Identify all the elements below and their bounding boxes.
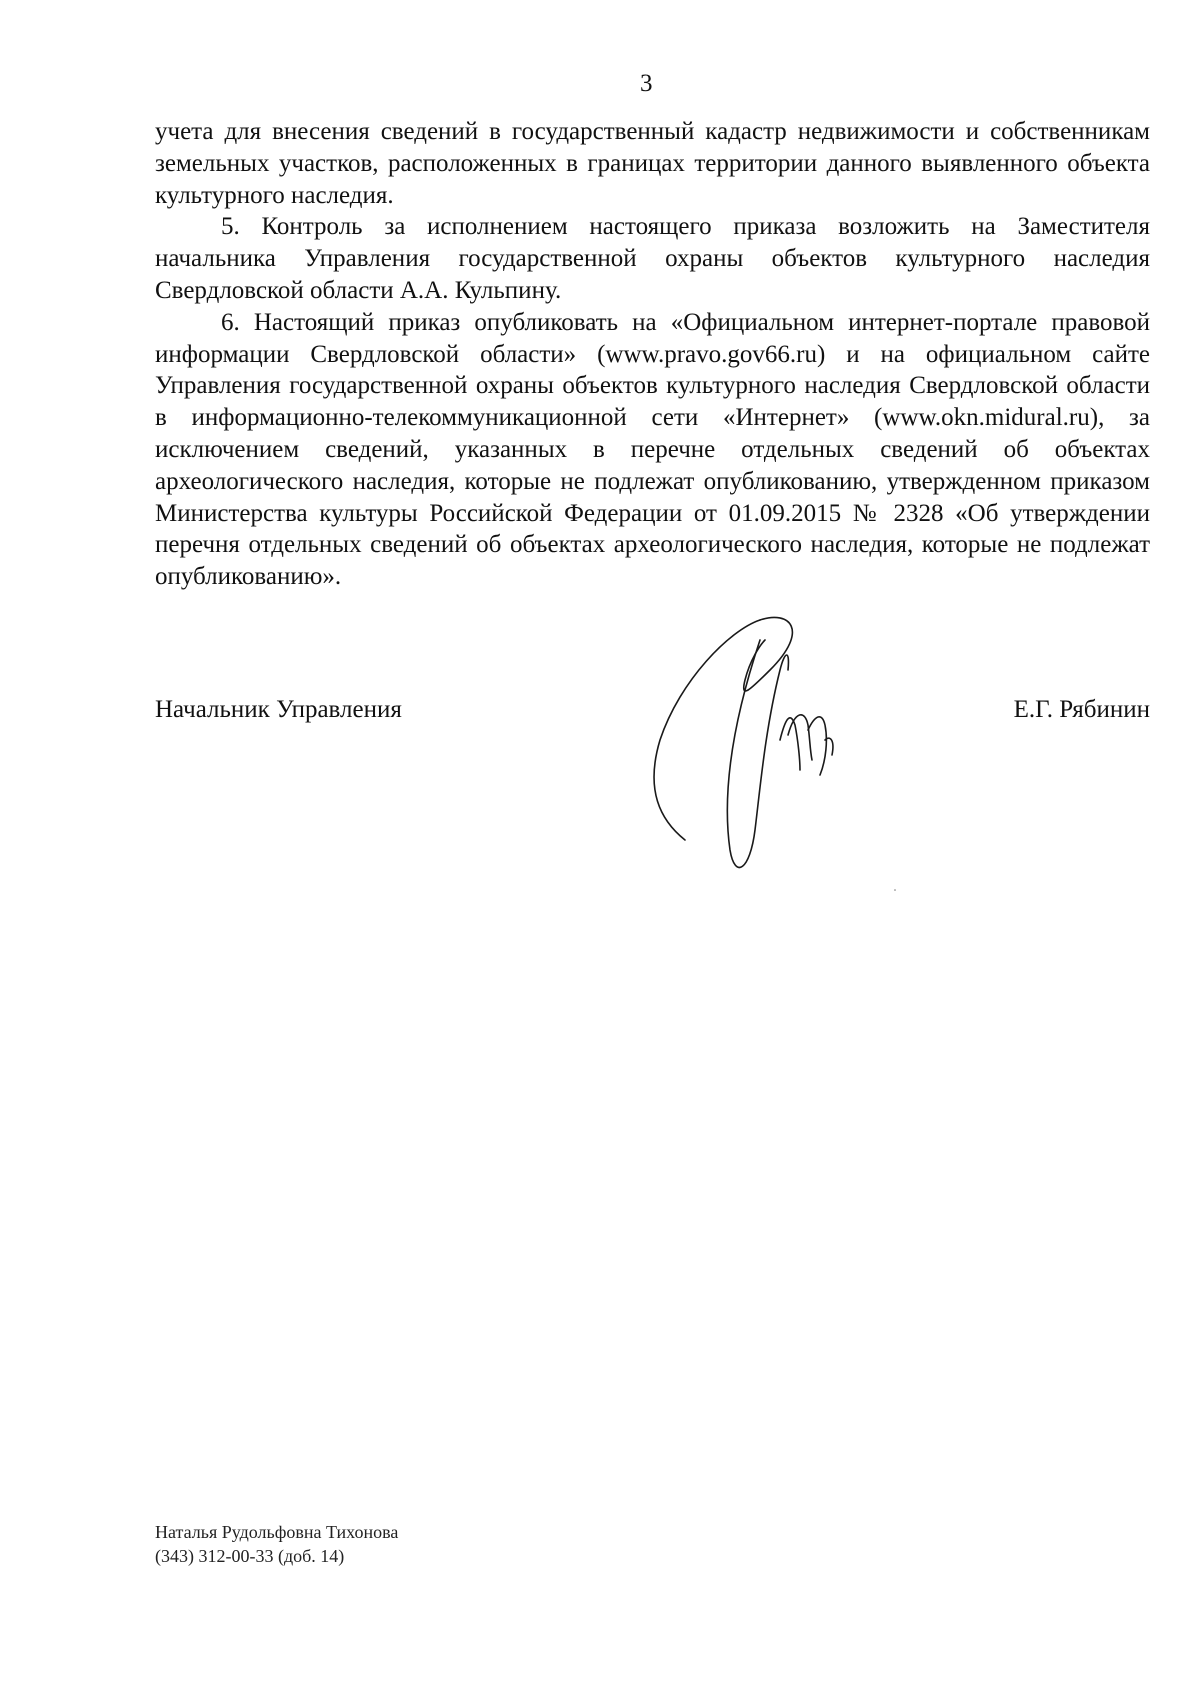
document-body: [155, 116, 1150, 593]
executor-name: Наталья Рудольфовна Тихонова: [155, 1522, 399, 1542]
executor-footer: [155, 1520, 398, 1568]
signatory-name: Е.Г. Рябинин: [1013, 696, 1150, 723]
paragraph-continuation: учета для внесения сведений в государственный кадастр недвижимости и собственникам земельных участков, расположенных в границах территории данного выявленного объекта культурного наследия.: [155, 118, 1150, 209]
page-number: 3: [640, 70, 653, 97]
paragraph-item-5: 5. Контроль за исполнением настоящего приказа возложить на Заместителя начальника Управления государственной охраны объектов культурного наследия Свердловской области А.А. Кульпину.: [155, 213, 1150, 304]
signatory-title: Начальник Управления: [155, 696, 402, 723]
paragraph-item-6: 6. Настоящий приказ опубликовать на «Официальном интернет-портале правовой информации Свердловской области» (www.pravo.gov66.ru) и на официальном сайте Управления государственной охраны объектов культурного наследия Свердловской области в информационно-телекоммуникационной сети «Интернет» (www.okn.midural.ru), за исключением сведений, указанных в перечне отдельных сведений об объектах археологического наследия, которые не подлежат опубликованию, утвержденном приказом Министерства культуры Российской Федерации от 01.09.2015 № 2328 «Об утверждении перечня отдельных сведений об объектах археологического наследия, которые не подлежат опубликованию».: [155, 308, 1150, 591]
executor-phone: (343) 312-00-33 (доб. 14): [155, 1546, 345, 1566]
handwritten-signature: [640, 600, 900, 900]
